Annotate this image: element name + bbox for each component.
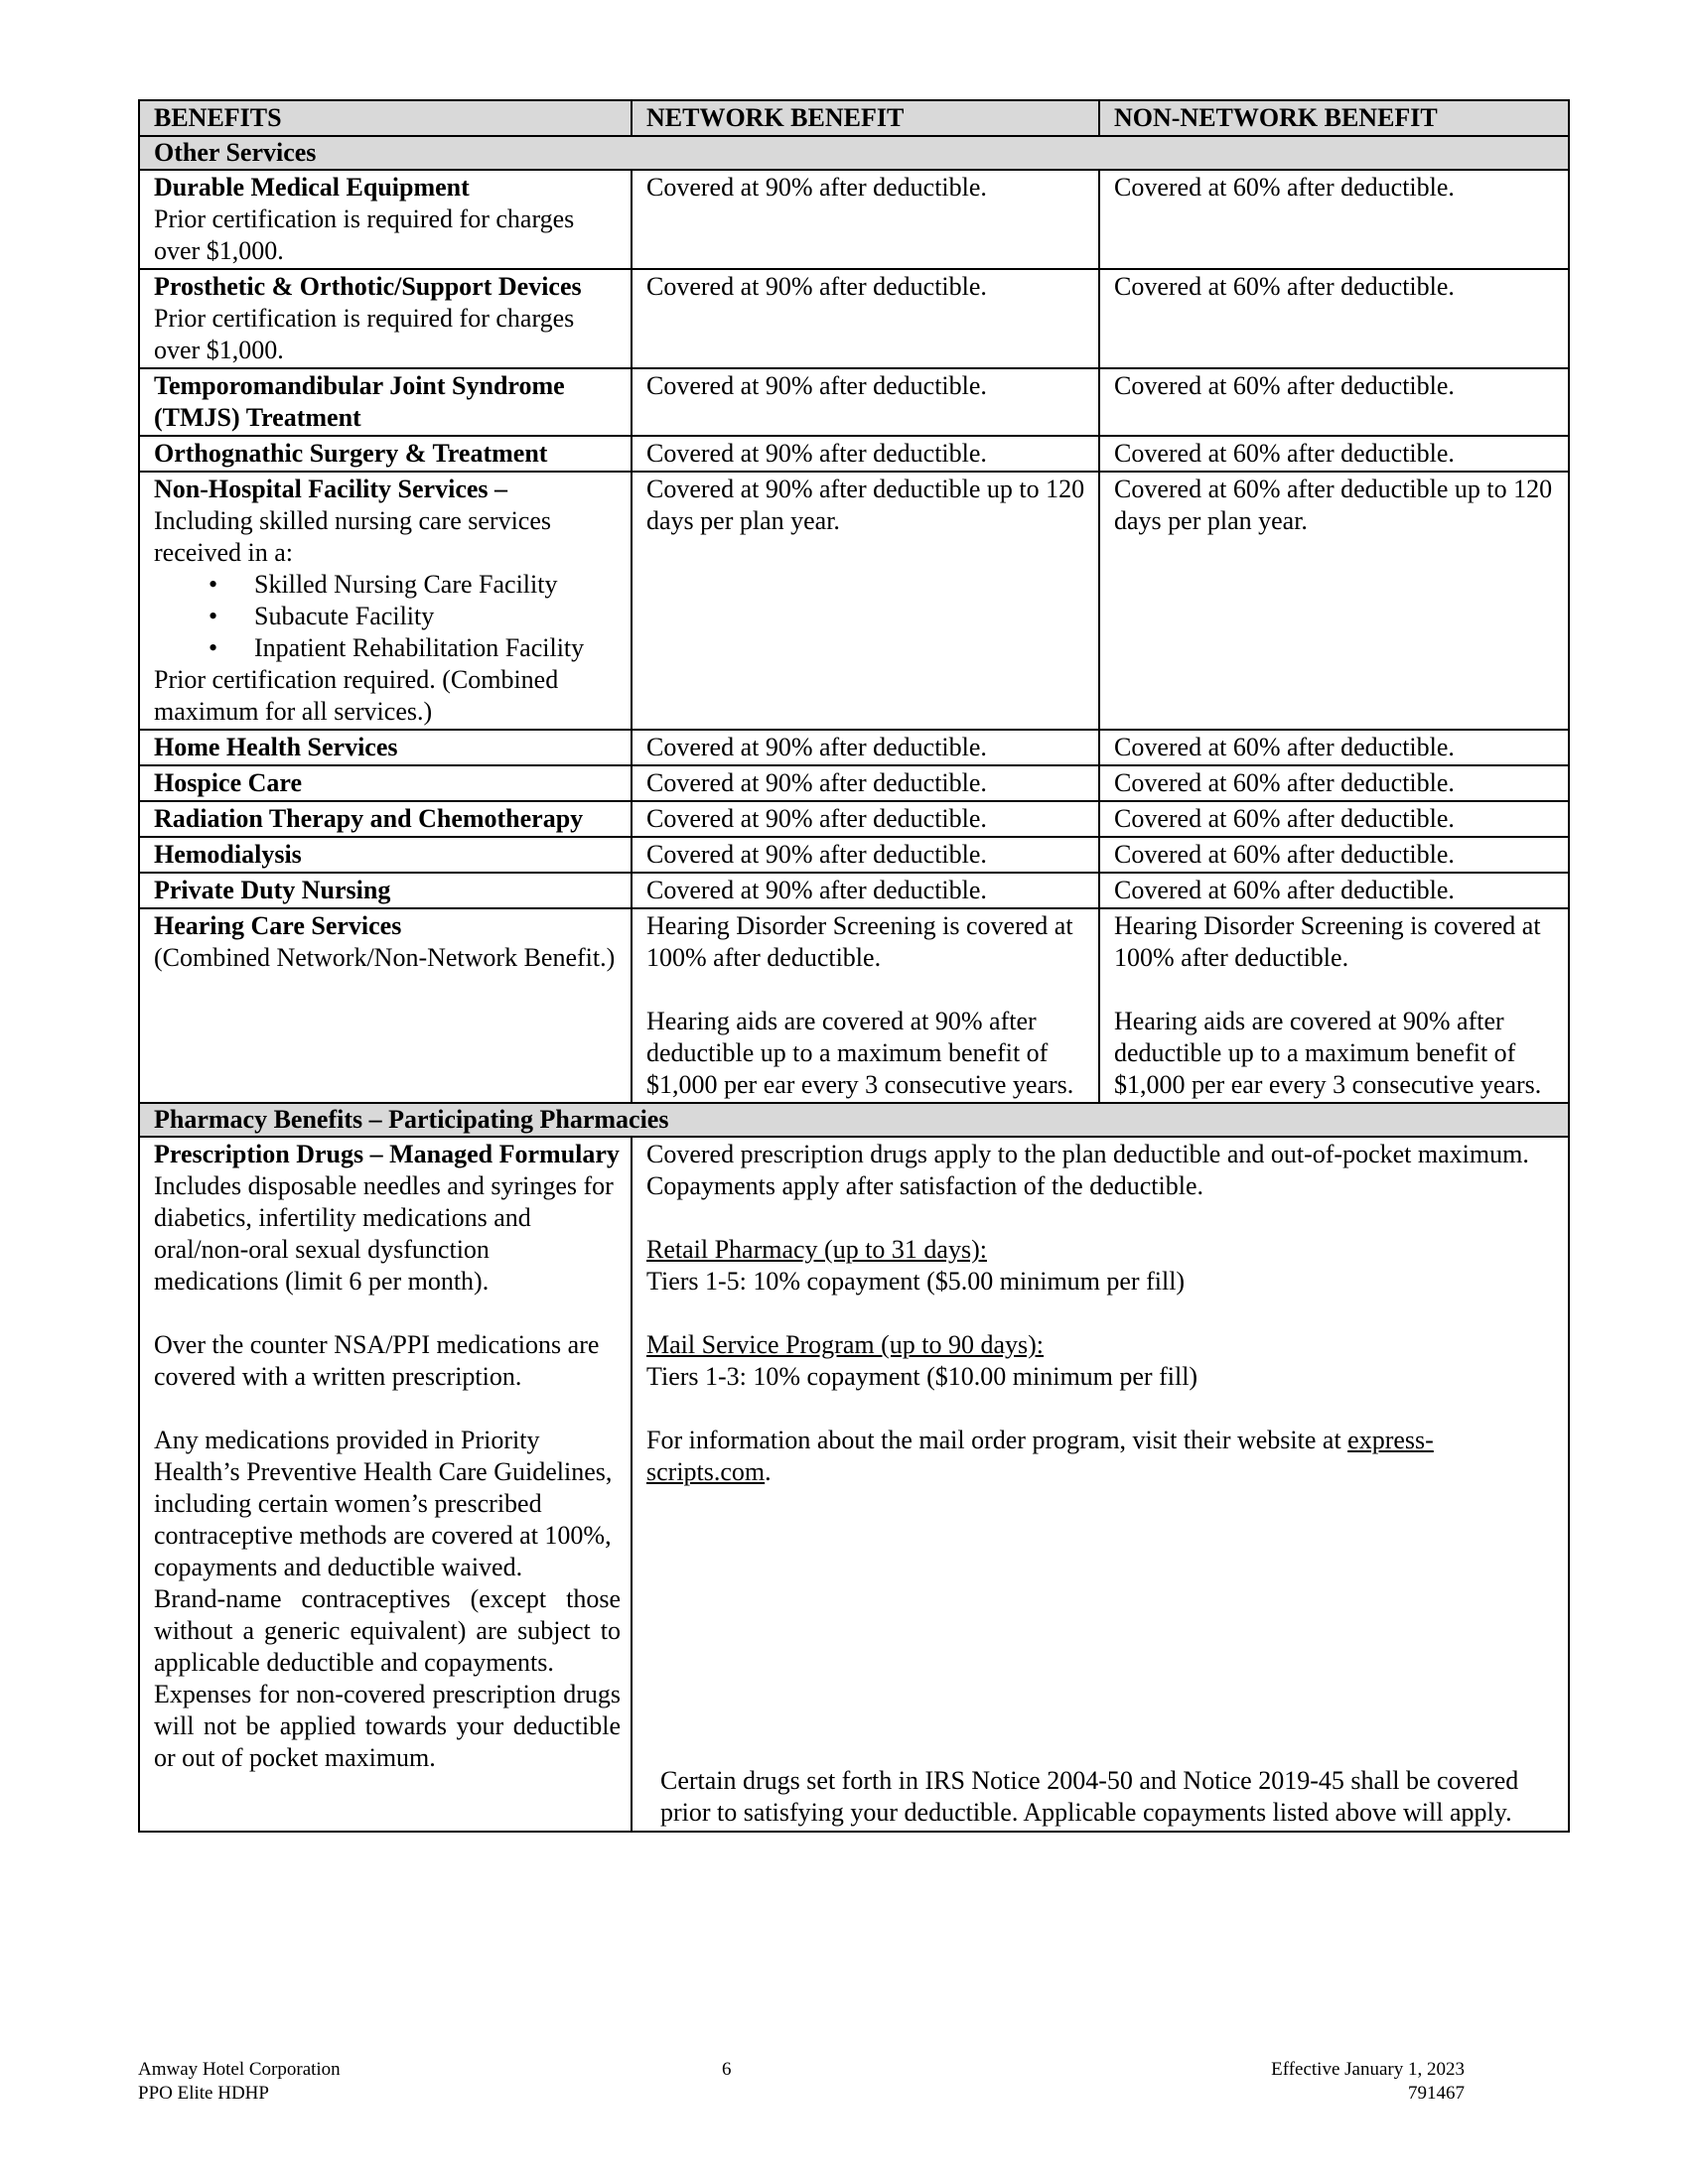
benefit-note: (Combined Network/Non-Network Benefit.): [154, 943, 616, 972]
benefit-title: Prosthetic & Orthotic/Support Devices: [154, 272, 582, 301]
benefit-cell: [139, 269, 632, 368]
network-cell: Covered at 90% after deductible.: [632, 765, 1099, 801]
benefits-table: [138, 99, 1570, 1833]
benefit-title: Orthognathic Surgery & Treatment: [139, 436, 632, 472]
footer-code: 791467: [1408, 2083, 1465, 2104]
table-row: [139, 472, 1569, 730]
mail-heading: Mail Service Program (up to 90 days):: [646, 1330, 1045, 1359]
table-row: [139, 837, 1569, 873]
benefit-title: Prescription Drugs – Managed Formulary: [154, 1140, 620, 1168]
footer-left: [138, 2058, 341, 2106]
benefit-cell: [139, 368, 632, 436]
footer-company: Amway Hotel Corporation: [138, 2059, 341, 2080]
network-cell: [632, 908, 1099, 1103]
non-network-cell: Covered at 60% after deductible.: [1099, 801, 1569, 837]
benefit-title: Non-Hospital Facility Services –: [154, 475, 508, 503]
benefit-title: Durable Medical Equipment: [154, 173, 470, 202]
paragraph: Hearing Disorder Screening is covered at 100% after deductible.: [646, 911, 1073, 972]
benefit-title: Home Health Services: [139, 730, 632, 765]
network-cell: Covered at 90% after deductible.: [632, 170, 1099, 269]
paragraph: Brand-name contraceptives (except those without a generic equivalent) are subject to applicable deductible and copayments.: [154, 1584, 621, 1677]
table-row: [139, 801, 1569, 837]
table-row: [139, 873, 1569, 908]
benefit-title: Radiation Therapy and Chemotherapy: [139, 801, 632, 837]
info-text: For information about the mail order program, visit their website at: [646, 1426, 1348, 1454]
non-network-cell: Covered at 60% after deductible.: [1099, 765, 1569, 801]
network-cell: Covered at 90% after deductible.: [632, 873, 1099, 908]
list-item: • Subacute Facility: [209, 601, 621, 632]
non-network-cell: Covered at 60% after deductible.: [1099, 837, 1569, 873]
section-title: Pharmacy Benefits – Participating Pharmacies: [139, 1103, 1569, 1137]
section-title: Other Services: [139, 136, 1569, 170]
network-cell: Covered at 90% after deductible.: [632, 368, 1099, 436]
benefit-note: Prior certification is required for charges over $1,000.: [154, 304, 575, 364]
list-item: • Inpatient Rehabilitation Facility: [209, 632, 621, 664]
benefit-title: Hemodialysis: [139, 837, 632, 873]
benefit-note: Prior certification is required for charges over $1,000.: [154, 205, 575, 265]
paragraph: Any medications provided in Priority Health’s Preventive Health Care Guidelines, including certain women’s prescribed contraceptive methods are covered at 100%, copayments and deductible waived.: [154, 1426, 613, 1581]
info-end: .: [765, 1457, 772, 1486]
table-row: [139, 368, 1569, 436]
network-cell: Covered at 90% after deductible.: [632, 837, 1099, 873]
paragraph: Expenses for non-covered prescription drugs will not be applied towards your deductible or out of pocket maximum.: [154, 1680, 621, 1772]
benefit-cell: [139, 908, 632, 1103]
table-row: [139, 908, 1569, 1103]
irs-note: Certain drugs set forth in IRS Notice 2004-50 and Notice 2019-45 shall be covered prior to satisfying your deductible. Applicable copayments listed above will apply.: [660, 1766, 1519, 1827]
table-row: [139, 730, 1569, 765]
benefit-intro: Including skilled nursing care services received in a:: [154, 506, 551, 567]
pharmacy-cell: [632, 1137, 1569, 1832]
benefit-note: Prior certification required. (Combined maximum for all services.): [154, 665, 559, 726]
info-paragraph: [646, 1425, 1558, 1488]
paragraph: Covered prescription drugs apply to the plan deductible and out-of-pocket maximum. Copayments apply after satisfaction of the deductible.: [646, 1140, 1529, 1200]
non-network-cell: Covered at 60% after deductible.: [1099, 730, 1569, 765]
network-cell: Covered at 90% after deductible.: [632, 269, 1099, 368]
network-cell: Covered at 90% after deductible up to 120 days per plan year.: [632, 472, 1099, 730]
table-row: [139, 1137, 1569, 1832]
page-number: 6: [722, 2059, 732, 2080]
table-row: [139, 436, 1569, 472]
benefit-title: Hearing Care Services: [154, 911, 402, 940]
footer-right: [1192, 2058, 1465, 2106]
benefit-cell: [139, 170, 632, 269]
retail-heading: Retail Pharmacy (up to 31 days):: [646, 1235, 987, 1264]
network-cell: Covered at 90% after deductible.: [632, 436, 1099, 472]
table-row: [139, 765, 1569, 801]
list-item: • Skilled Nursing Care Facility: [209, 569, 621, 601]
benefit-cell: [139, 1137, 632, 1832]
non-network-cell: [1099, 908, 1569, 1103]
paragraph: Hearing aids are covered at 90% after deductible up to a maximum benefit of $1,000 per ear every 3 consecutive years.: [646, 1007, 1074, 1099]
header-row: [139, 100, 1569, 136]
non-network-cell: Covered at 60% after deductible.: [1099, 368, 1569, 436]
benefit-title: Temporomandibular Joint Syndrome (TMJS) Treatment: [154, 371, 565, 432]
non-network-cell: Covered at 60% after deductible.: [1099, 436, 1569, 472]
benefit-title: Private Duty Nursing: [139, 873, 632, 908]
network-cell: Covered at 90% after deductible.: [632, 730, 1099, 765]
benefit-title: Hospice Care: [139, 765, 632, 801]
benefit-cell: [139, 472, 632, 730]
header-network: NETWORK BENEFIT: [632, 100, 1099, 136]
non-network-cell: Covered at 60% after deductible.: [1099, 170, 1569, 269]
network-cell: Covered at 90% after deductible.: [632, 801, 1099, 837]
header-non-network: NON-NETWORK BENEFIT: [1099, 100, 1569, 136]
header-benefits: BENEFITS: [139, 100, 632, 136]
mail-tiers: Tiers 1-3: 10% copayment ($10.00 minimum per fill): [646, 1362, 1198, 1391]
section-row-other-services: [139, 136, 1569, 170]
paragraph: Over the counter NSA/PPI medications are covered with a written prescription.: [154, 1330, 600, 1391]
non-network-cell: Covered at 60% after deductible.: [1099, 873, 1569, 908]
table-row: [139, 170, 1569, 269]
paragraph: Hearing aids are covered at 90% after deductible up to a maximum benefit of $1,000 per ear every 3 consecutive years.: [1114, 1007, 1542, 1099]
paragraph: Hearing Disorder Screening is covered at 100% after deductible.: [1114, 911, 1541, 972]
non-network-cell: Covered at 60% after deductible.: [1099, 269, 1569, 368]
paragraph: Includes disposable needles and syringes for diabetics, infertility medications and oral/non-oral sexual dysfunction medications (limit 6 per month).: [154, 1171, 614, 1296]
table-row: [139, 269, 1569, 368]
facility-list: [154, 569, 621, 664]
express-scripts-link[interactable]: express-scripts.com: [646, 1426, 1434, 1486]
footer-effective-date: Effective January 1, 2023: [1271, 2059, 1465, 2080]
retail-tiers: Tiers 1-5: 10% copayment ($5.00 minimum per fill): [646, 1267, 1186, 1296]
non-network-cell: Covered at 60% after deductible up to 120 days per plan year.: [1099, 472, 1569, 730]
section-row-pharmacy: [139, 1103, 1569, 1137]
footer-plan: PPO Elite HDHP: [138, 2083, 269, 2104]
